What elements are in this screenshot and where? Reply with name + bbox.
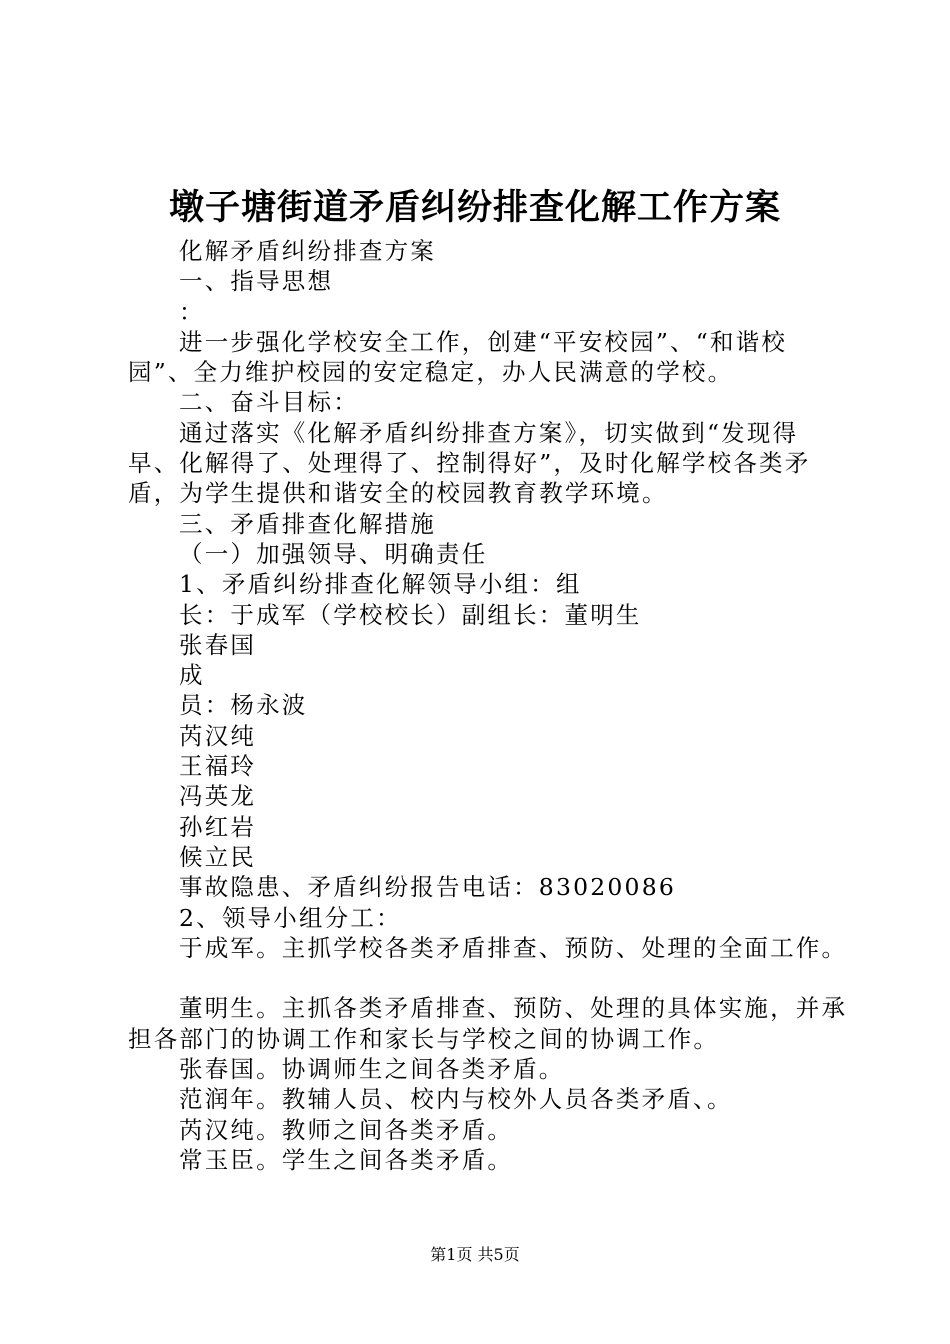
paragraph-division-heading: 2、领导小组分工： [179, 903, 402, 932]
paragraph-duty: 常玉臣。学生之间各类矛盾。 [179, 1145, 514, 1174]
document-body [128, 236, 848, 1175]
paragraph-group-leader: 长：于成军（学校校长）副组长：董明生 [179, 600, 642, 629]
list-item-member: 芮汉纯 [179, 721, 257, 750]
paragraph-leading-group: 1、矛盾纠纷排查化解领导小组：组 [179, 570, 582, 599]
list-item-member: 张春国 [179, 630, 257, 659]
page-footer: 第1页 共5页 [430, 1245, 520, 1264]
list-item-member: 候立民 [179, 842, 257, 871]
paragraph-goals: 通过落实《化解矛盾纠纷排查方案》，切实做到“发现得早、化解得了、处理得了、控制得好”，及时化解学校各类矛盾，为学生提供和谐安全的校园教育教学环境。 [128, 418, 811, 508]
paragraph-report-phone: 事故隐患、矛盾纠纷报告电话：83020086 [179, 873, 677, 902]
subheading-leadership: （一）加强领导、明确责任 [179, 539, 488, 568]
paragraph-duty: 于成军。主抓学校各类矛盾排查、预防、处理的全面工作。 [179, 933, 848, 962]
heading-measures: 三、矛盾排查化解措施 [179, 509, 436, 538]
list-item-member: 王福玲 [179, 752, 257, 781]
paragraph-duty: 芮汉纯。教师之间各类矛盾。 [179, 1115, 514, 1144]
paragraph-colon: ： [179, 297, 205, 326]
heading-guiding-thought: 一、指导思想 [179, 267, 334, 296]
paragraph-duty: 董明生。主抓各类矛盾排查、预防、处理的具体实施，并承担各部门的协调工作和家长与学校之间的协调工作。 [128, 994, 848, 1053]
paragraph-spacer [128, 963, 848, 993]
paragraph-guiding-thought: 进一步强化学校安全工作，创建“平安校园”、“和谐校园”、全力维护校园的安定稳定，办人民满意的学校。 [128, 327, 788, 387]
paragraph-subtitle: 化解矛盾纠纷排查方案 [179, 237, 436, 265]
list-item-member: 孙红岩 [179, 812, 257, 841]
heading-goals: 二、奋斗目标： [179, 388, 359, 417]
list-item-member: 员：杨永波 [179, 691, 308, 720]
list-item-member: 冯英龙 [179, 782, 257, 811]
list-item-member: 成 [179, 661, 205, 690]
document-title: 墩子塘街道矛盾纠纷排查化解工作方案 [168, 187, 781, 228]
paragraph-duty: 张春国。协调师生之间各类矛盾。 [179, 1055, 565, 1084]
paragraph-duty: 范润年。教辅人员、校内与校外人员各类矛盾、。 [179, 1085, 733, 1114]
